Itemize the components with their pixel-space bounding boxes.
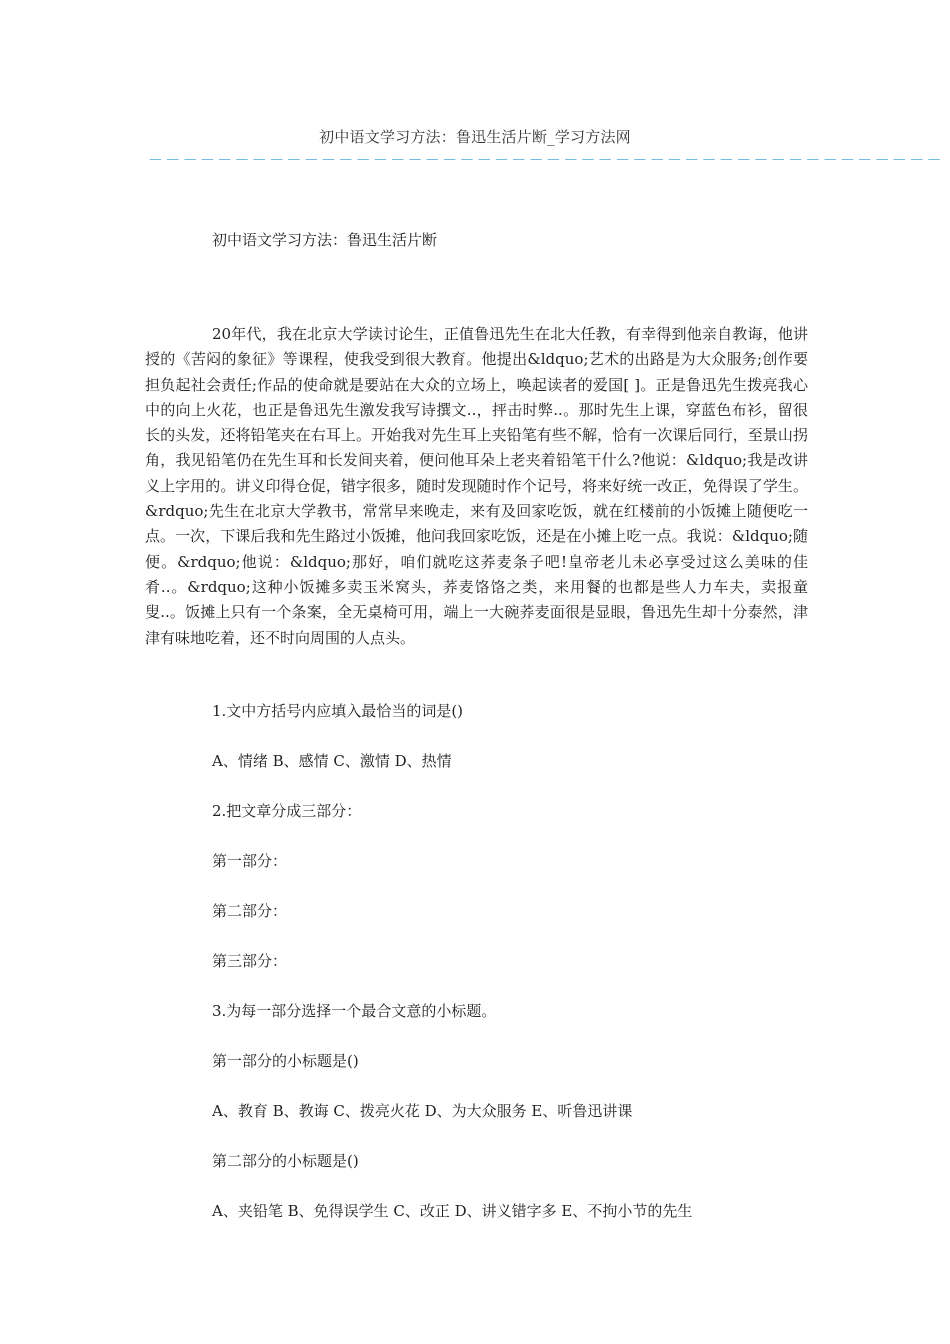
body-paragraph: 20年代，我在北京大学读讨论生，正值鲁迅先生在北大任教，有幸得到他亲自教诲，他讲授的《苦闷的象征》等课程，使我受到很大教育。他提出&ldquo;艺术的出路是为大众服务;创作要担负起社会责任;作品的使命就是要站在大众的立场上，唤起读者的爱国[ ]。正是鲁迅先生拨亮我心中的向上火花，也正是鲁迅先生激发我写诗撰文..，抨击时弊..。那时先生上课，穿蓝色布衫，留很长的头发，还将铅笔夹在右耳上。开始我对先生耳上夹铅笔有些不解，恰有一次课后同行，至景山拐角，我见铅笔仍在先生耳和长发间夹着，便问他耳朵上老夹着铅笔干什么?他说：&ldquo;我是改讲义上字用的。讲义印得仓促，错字很多，随时发现随时作个记号，将来好统一改正，免得误了学生。&rdquo;先生在北京大学教书，常常早来晚走，来有及回家吃饭，就在红楼前的小饭摊上随便吃一点。一次，下课后我和先生路过小饭摊，他问我回家吃饭，还是在小摊上吃一点。我说：&ldquo;随便。&rdquo;他说：&ldquo;那好，咱们就吃这荞麦条子吧!皇帝老儿未必享受过这么美味的佳肴..。&rdquo;这种小饭摊多卖玉米窝头，荞麦饹饹之类，来用餐的也都是些人力车夫，卖报童叟..。饭摊上只有一个条案，全无桌椅可用，端上一大碗荞麦面很是显眼，鲁迅先生却十分泰然，津津有味地吃着，还不时向周围的人点头。 <box>145 325 808 647</box>
header-divider: －－－－－－－－－－－－－－－－－－－－－－－－－－－－－－－－－－－－－－－－－－－－－－ <box>148 151 944 169</box>
part-two-blank: 第二部分： <box>212 902 288 920</box>
question-1: 1.文中方括号内应填入最恰当的词是() <box>212 702 464 720</box>
question-2: 2.把文章分成三部分： <box>212 802 362 820</box>
question-1-options: A、情绪 B、感情 C、激情 D、热情 <box>212 752 452 770</box>
question-3: 3.为每一部分选择一个最合文意的小标题。 <box>212 1002 497 1020</box>
part-two-subtitle-options: A、夹铅笔 B、免得误学生 C、改正 D、讲义错字多 E、不拘小节的先生 <box>212 1202 693 1220</box>
part-one-blank: 第一部分： <box>212 852 288 870</box>
part-one-subtitle-options: A、教育 B、教诲 C、拨亮火花 D、为大众服务 E、听鲁迅讲课 <box>212 1102 633 1120</box>
page-header-title: 初中语文学习方法：鲁迅生活片断_学习方法网 <box>319 128 631 146</box>
part-three-blank: 第三部分： <box>212 952 288 970</box>
part-two-subtitle-question: 第二部分的小标题是() <box>212 1152 359 1170</box>
document-title: 初中语文学习方法：鲁迅生活片断 <box>212 231 438 249</box>
part-one-subtitle-question: 第一部分的小标题是() <box>212 1052 359 1070</box>
